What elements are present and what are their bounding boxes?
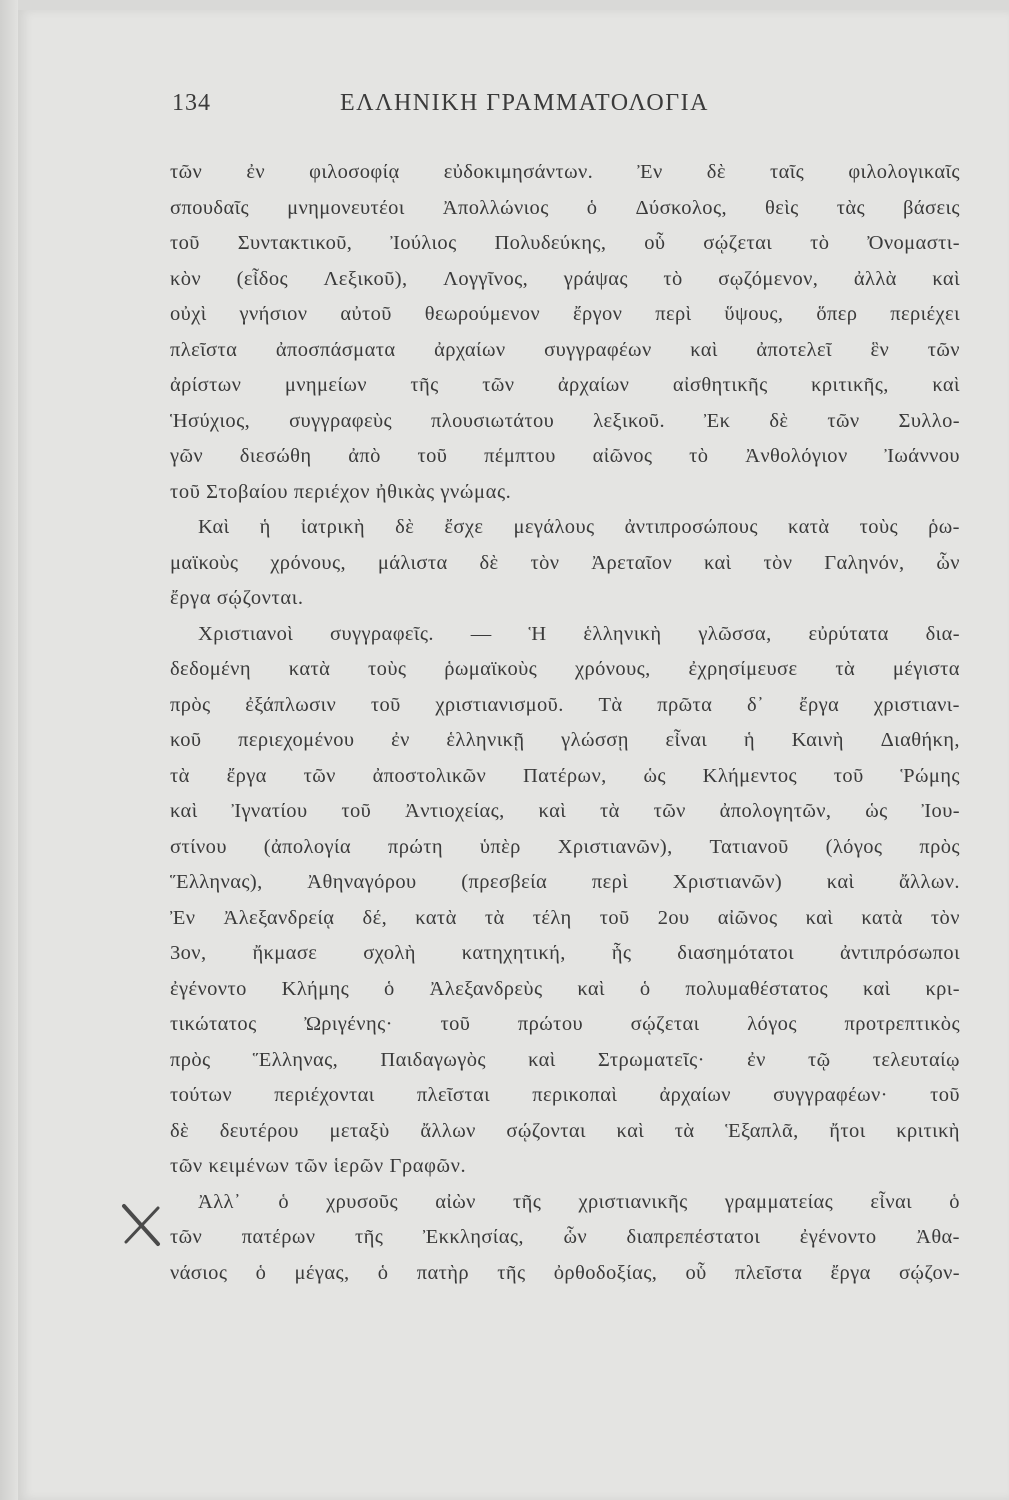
text-line: νάσιος ὁ μέγας, ὁ πατὴρ τῆς ὀρθοδοξίας, οὗ πλεῖστα ἔργα σῴζον- [170,1261,960,1284]
text-line: στίνου (ἀπολογία πρώτη ὑπὲρ Χριστιανῶν), Τατιανοῦ (λόγος πρὸς [170,835,960,858]
text-line: οὐχὶ γνήσιον αὐτοῦ θεωρούμενον ἔργον περὶ ὕψους, ὅπερ περιέχει [170,303,960,325]
text-line: 3ον, ἤκμασε σχολὴ κατηχητική, ἧς διασημότατοι ἀντιπρόσωποι [170,942,960,964]
text-line: δεδομένη κατὰ τοὺς ῥωμαϊκοὺς χρόνους, ἐχρησίμευσε τὰ μέγιστα [170,658,960,680]
text-line: Ἀλλ᾽ ὁ χρυσοῦς αἰὼν τῆς χριστιανικῆς γραμματείας εἶναι ὁ [198,1190,960,1213]
text-line: τοῦ Συντακτικοῦ, Ἰούλιος Πολυδεύκης, οὗ σῴζεται τὸ Ὀνομαστι- [170,232,960,254]
book-gutter [0,0,18,1500]
text-line: πρὸς Ἕλληνας, Παιδαγωγὸς καὶ Στρωματεῖς· ἐν τῷ τελευταίῳ [170,1048,960,1071]
text-line: Χριστιανοὶ συγγραφεῖς. — Ἡ ἑλληνικὴ γλῶσσα, εὐρύτατα δια- [198,622,960,645]
text-line: πλεῖστα ἀποσπάσματα ἀρχαίων συγγραφέων καὶ ἀποτελεῖ ἓν τῶν [170,338,960,361]
text-line: Ἡσύχιος, συγγραφεὺς πλουσιωτάτου λεξικοῦ. Ἐκ δὲ τῶν Συλλο- [170,409,960,432]
text-line: τὰ ἔργα τῶν ἀποστολικῶν Πατέρων, ὡς Κλήμεντος τοῦ Ῥώμης [170,764,960,787]
text-line: δὲ δευτέρου μεταξὺ ἄλλων σῴζονται καὶ τὰ Ἑξαπλᾶ, ἤτοι κριτικὴ [170,1119,960,1142]
text-line: ἐγένοντο Κλήμης ὁ Ἀλεξανδρεὺς καὶ ὁ πολυμαθέστατος καὶ κρι- [170,977,960,1000]
page-header [172,90,952,130]
text-line: τῶν ἐν φιλοσοφίᾳ εὐδοκιμησάντων. Ἐν δὲ ταῖς φιλολογικαῖς [170,161,960,183]
text-line: σπουδαῖς μνημονευτέοι Ἀπολλώνιος ὁ Δύσκολος, θεὶς τὰς βάσεις [170,196,960,219]
text-line: μαϊκοὺς χρόνους, μάλιστα δὲ τὸν Ἀρεταῖον καὶ τὸν Γαληνόν, ὧν [170,551,960,574]
text-line: πρὸς ἐξάπλωσιν τοῦ χριστιανισμοῦ. Τὰ πρῶτα δ᾽ ἔργα χριστιανι- [170,693,960,716]
text-line: τῶν κειμένων τῶν ἱερῶν Γραφῶν. [170,1155,467,1177]
text-line: τούτων περιέχονται πλεῖσται περικοπαὶ ἀρχαίων συγγραφέων· τοῦ [170,1084,960,1106]
text-line: ἔργα σῴζονται. [170,587,304,609]
text-line: τοῦ Στοβαίου περιέχον ἠθικὰς γνώμας. [170,480,512,503]
running-title: ΕΛΛΗΝΙΚΗ ΓΡΑΜΜΑΤΟΛΟΓΙΑ [340,90,709,116]
text-line: κὸν (εἶδος Λεξικοῦ), Λογγῖνος, γράψας τὸ σῳζόμενον, ἀλλὰ καὶ [170,267,960,290]
pencil-cross-mark [118,1200,168,1250]
text-line: τῶν πατέρων τῆς Ἐκκλησίας, ὧν διαπρεπέστατοι ἐγένοντο Ἀθα- [170,1226,960,1248]
text-line: Καὶ ἡ ἰατρικὴ δὲ ἔσχε μεγάλους ἀντιπροσώπους κατὰ τοὺς ῥω- [198,516,960,538]
text-line: Ἐν Ἀλεξανδρείᾳ δέ, κατὰ τὰ τέλη τοῦ 2ου αἰῶνος καὶ κατὰ τὸν [170,906,960,929]
page-body [170,155,960,1291]
page-number: 134 [172,90,211,116]
text-line: τικώτατος Ὠριγένης· τοῦ πρώτου σῴζεται λόγος προτρεπτικὸς [170,1013,960,1035]
text-line: ἀρίστων μνημείων τῆς τῶν ἀρχαίων αἰσθητικῆς κριτικῆς, καὶ [170,374,960,396]
text-line: Ἕλληνας), Ἀθηναγόρου (πρεσβεία περὶ Χριστιανῶν) καὶ ἄλλων. [170,871,960,893]
text-line: καὶ Ἰγνατίου τοῦ Ἀντιοχείας, καὶ τὰ τῶν ἀπολογητῶν, ὡς Ἰου- [170,800,960,822]
text-line: κοῦ περιεχομένου ἐν ἑλληνικῇ γλώσσῃ εἶναι ἡ Καινὴ Διαθήκη, [170,729,960,751]
text-line: γῶν διεσώθη ἀπὸ τοῦ πέμπτου αἰῶνος τὸ Ἀνθολόγιον Ἰωάννου [170,445,960,467]
